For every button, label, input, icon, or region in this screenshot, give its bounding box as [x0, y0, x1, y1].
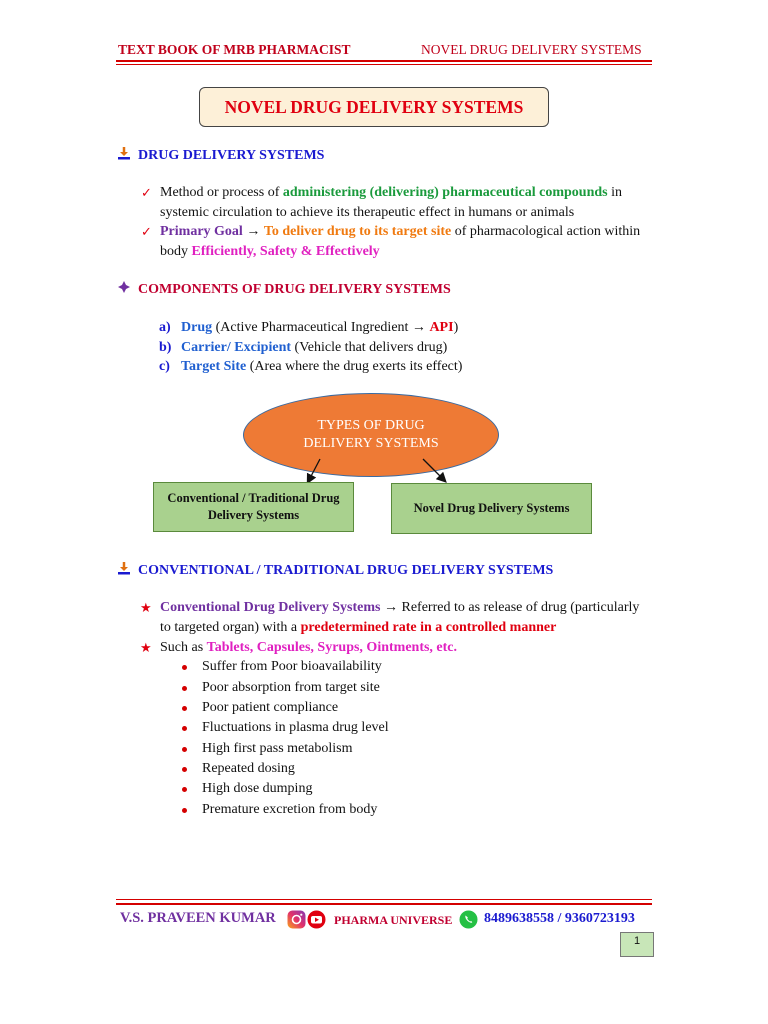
- diagram-node-novel: Novel Drug Delivery Systems: [391, 483, 592, 534]
- list-item: Repeated dosing: [202, 759, 295, 779]
- list-item: Poor absorption from target site: [202, 678, 380, 698]
- list-marker: b): [159, 340, 172, 355]
- section-heading-conventional: CONVENTIONAL / TRADITIONAL DRUG DELIVERY SYSTEMS: [116, 561, 553, 580]
- diagram-node-conventional: Conventional / Traditional Drug Delivery Systems: [153, 482, 354, 532]
- section-heading-drug-delivery: DRUG DELIVERY SYSTEMS: [116, 146, 324, 165]
- list-item: Fluctuations in plasma drug level: [202, 718, 389, 738]
- whatsapp-icon: [459, 910, 478, 934]
- instagram-icon: [287, 910, 306, 934]
- bullet-dot: [182, 787, 187, 792]
- section-heading-components: COMPONENTS OF DRUG DELIVERY SYSTEMS: [116, 281, 451, 298]
- list-marker: a): [159, 320, 171, 335]
- page-number: 1: [633, 935, 641, 947]
- definition-line-2: systemic circulation to achieve its therapeutic effect in humans or animals: [160, 205, 575, 220]
- component-drug: Drug (Active Pharmaceutical Ingredient → API): [181, 320, 459, 335]
- list-item: High first pass metabolism: [202, 739, 353, 759]
- bullet-dot: [182, 767, 187, 772]
- youtube-icon: [307, 910, 326, 934]
- definition-line-1: Method or process of administering (delivering) pharmaceutical compounds in: [160, 185, 622, 200]
- checkmark-icon: ✓: [141, 224, 152, 239]
- diagram-root-node: TYPES OF DRUG DELIVERY SYSTEMS: [243, 393, 499, 477]
- footer-rule-thin: [116, 899, 652, 900]
- primary-goal-line-2: body Efficiently, Safety & Effectively: [160, 244, 380, 259]
- bullet-dot: [182, 686, 187, 691]
- bullet-dot: [182, 726, 187, 731]
- header-left-title: TEXT BOOK OF MRB PHARMACIST: [118, 42, 351, 57]
- component-target-site: Target Site (Area where the drug exerts its effect): [181, 359, 463, 374]
- list-item: Poor patient compliance: [202, 698, 338, 718]
- arrow-to-conventional: [308, 459, 320, 482]
- checkmark-icon: ✓: [141, 185, 152, 200]
- bullet-dot: [182, 808, 187, 813]
- footer-rule-thick: [116, 903, 652, 905]
- dosage-forms-line: Such as Tablets, Capsules, Syrups, Ointments, etc.: [160, 640, 458, 655]
- conventional-definition-line-2: to targeted organ) with a predetermined rate in a controlled manner: [160, 620, 557, 635]
- star-icon: ★: [140, 600, 152, 615]
- page-number-box: [620, 932, 654, 957]
- component-carrier: Carrier/ Excipient (Vehicle that delivers drug): [181, 340, 448, 355]
- contact-phone: 8489638558 / 9360723193: [484, 911, 635, 926]
- list-item: Suffer from Poor bioavailability: [202, 657, 382, 677]
- bullet-dot: [182, 747, 187, 752]
- star-icon: ★: [140, 640, 152, 655]
- list-marker: c): [159, 359, 170, 374]
- list-item: Premature excretion from body: [202, 800, 377, 820]
- author-name: V.S. PRAVEEN KUMAR: [120, 910, 276, 926]
- arrow-to-novel: [423, 459, 445, 481]
- header-right-title: NOVEL DRUG DELIVERY SYSTEMS: [421, 42, 642, 57]
- bullet-dot: [182, 665, 187, 670]
- list-item: High dose dumping: [202, 779, 312, 799]
- download-arrow-icon: [116, 561, 132, 580]
- conventional-definition-line-1: Conventional Drug Delivery Systems → Referred to as release of drug (particularly: [160, 600, 640, 615]
- primary-goal-line-1: Primary Goal → To deliver drug to its target site of pharmacological action within: [160, 224, 641, 239]
- page-title: NOVEL DRUG DELIVERY SYSTEMS: [224, 96, 524, 117]
- bullet-dot: [182, 706, 187, 711]
- brand-name: PHARMA UNIVERSE: [334, 913, 453, 927]
